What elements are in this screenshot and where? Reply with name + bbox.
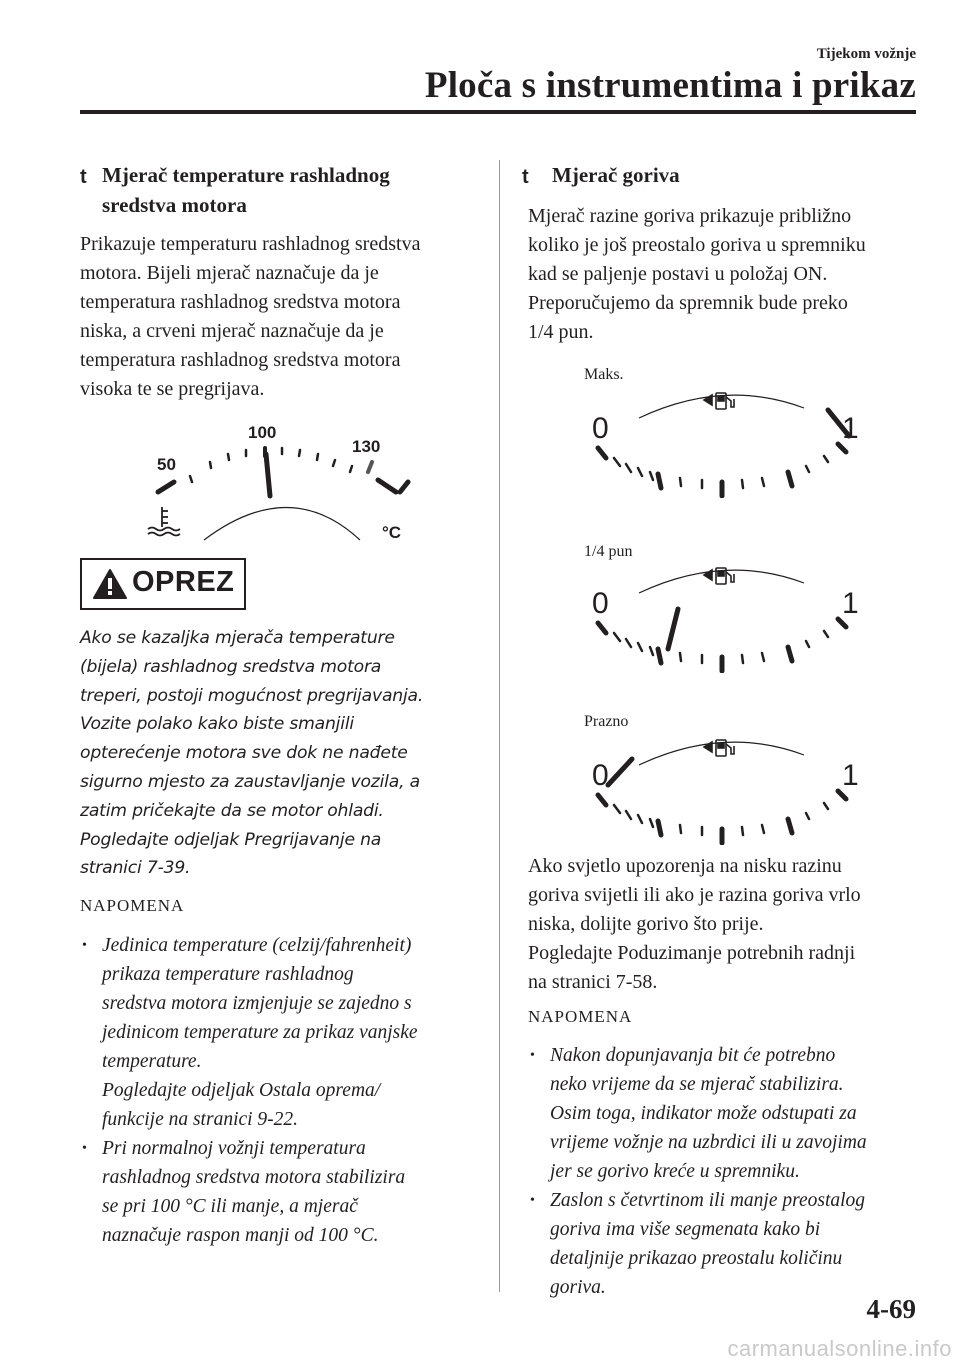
gauge-tick bbox=[658, 474, 661, 488]
note-list bbox=[80, 931, 480, 1250]
coolant-intro: Prikazuje temperaturu rashladnog sredstva motora. Bijeli mjerač naznačuje da je temperatura rashladnog sredstva motora niska, a crveni mjerač naznačuje da je temperatura rashladnog sredstva motora visoka te se pregrijava. bbox=[80, 233, 421, 400]
coolant-temperature-icon bbox=[148, 507, 180, 536]
gauge-tick bbox=[742, 480, 743, 488]
gauge-label-50: 50 bbox=[157, 455, 176, 474]
gauge-tick bbox=[650, 647, 653, 655]
gauge-tick bbox=[824, 631, 828, 637]
gauge-min-label: 0 bbox=[592, 412, 609, 445]
gauge-label-100: 100 bbox=[248, 423, 277, 442]
gauge-tick bbox=[626, 639, 631, 647]
gauge-tick bbox=[824, 803, 828, 809]
gauge-tick bbox=[598, 795, 606, 805]
section-bullet: t bbox=[522, 166, 529, 188]
fuel-warning-text: Ako svjetlo upozorenja na nisku razinu goriva svijetli ili ako je razina goriva vrlo niska, dolijte gorivo što prije. Pogledajte Poduzimanje potrebnih radnji na stranici 7-58. bbox=[528, 855, 861, 993]
gauge-tick bbox=[838, 619, 846, 627]
gauge-tick bbox=[638, 643, 642, 651]
note-list bbox=[528, 1041, 928, 1302]
gauge-max-label: 1 bbox=[842, 759, 859, 792]
gauge-tick bbox=[614, 633, 620, 641]
gauge-tick bbox=[788, 819, 792, 833]
watermark: carmanualsonline.info bbox=[727, 1336, 952, 1361]
gauge-tick bbox=[650, 472, 653, 480]
header-rule bbox=[80, 110, 916, 114]
list-item: • Zaslon s četvrtinom ili manje preostalog goriva ima više segmenata kako bi detaljnije prikazao preostalu količinu goriva. bbox=[528, 1186, 928, 1302]
gauge-tick bbox=[658, 821, 661, 835]
gauge-tick bbox=[742, 827, 743, 835]
chapter-title: Tijekom vožnje bbox=[816, 46, 916, 62]
fuel-gauge-max bbox=[584, 388, 874, 503]
list-item: • Jedinica temperature (celzij/fahrenheit) prikaza temperature rashladnog sredstva motora izmjenjuje se zajedno s jedinicom temperature za prikaz vanjske temperature. Pogledajte odjeljak Ostala oprema/ funkcije na stranici 9-22. bbox=[80, 931, 480, 1134]
column-divider bbox=[499, 160, 500, 1292]
warning-triangle-icon bbox=[92, 568, 128, 600]
gauge-tick bbox=[788, 647, 792, 661]
gauge-tick bbox=[806, 641, 809, 647]
gauge-tick bbox=[614, 458, 620, 466]
gauge-tick bbox=[838, 791, 846, 799]
note-heading: NAPOMENA bbox=[528, 1007, 633, 1026]
note-heading: NAPOMENA bbox=[80, 896, 185, 915]
gauge-max-label: 1 bbox=[842, 587, 859, 620]
gauge-tick bbox=[598, 448, 606, 458]
section-bullet: t bbox=[80, 166, 87, 188]
gauge-needle bbox=[608, 759, 632, 785]
gauge-tick bbox=[658, 649, 661, 663]
fuel-gauge-label-max: Maks. bbox=[584, 366, 624, 383]
gauge-tick bbox=[680, 825, 681, 833]
gauge-min-label: 0 bbox=[592, 587, 609, 620]
gauge-tick bbox=[614, 805, 620, 813]
list-item: • Pri normalnoj vožnji temperatura rashladnog sredstva motora stabilizira se pri 100 °C ili manje, a mjerač naznačuje raspon manji od 100 °C. bbox=[80, 1134, 480, 1250]
gauge-tick bbox=[638, 815, 642, 823]
gauge-tick bbox=[762, 653, 764, 661]
page-number: 4-69 bbox=[866, 1294, 916, 1324]
coolant-temperature-gauge bbox=[140, 410, 430, 550]
gauge-tick bbox=[638, 468, 642, 476]
gauge-tick bbox=[806, 466, 809, 472]
gauge-arc bbox=[204, 508, 360, 541]
gauge-needle bbox=[266, 454, 270, 496]
section-title: Ploča s instrumentima i prikaz bbox=[424, 65, 916, 106]
gauge-tick bbox=[762, 478, 764, 486]
fuel-gauge-label-empty: Prazno bbox=[584, 713, 629, 730]
gauge-tick bbox=[598, 623, 606, 633]
gauge-tick bbox=[824, 456, 828, 462]
caution-label: OPREZ bbox=[132, 566, 235, 598]
gauge-tick bbox=[762, 825, 764, 833]
gauge-tick bbox=[680, 653, 681, 661]
gauge-tick bbox=[626, 811, 631, 819]
gauge-tick bbox=[742, 655, 743, 663]
gauge-needle bbox=[668, 609, 678, 649]
list-item: • Nakon dopunjavanja bit će potrebno neko vrijeme da se mjerač stabilizira. Osim toga, indikator može odstupati za vrijeme vožnje na uzbrdici ili u zavojima jer se gorivo kreće u spremniku. bbox=[528, 1041, 928, 1186]
fuel-gauge-empty bbox=[584, 735, 874, 850]
caution-label-box bbox=[80, 558, 246, 610]
gauge-tick bbox=[626, 464, 631, 472]
gauge-max-label: 1 bbox=[842, 412, 859, 445]
coolant-heading: Mjerač temperature rashladnog sredstva motora bbox=[102, 163, 390, 217]
fuel-intro: Mjerač razine goriva prikazuje približno koliko je još preostalo goriva u spremniku kad se paljenje postavi u položaj ON. Preporučujemo da spremnik bude preko 1/4 pun. bbox=[528, 205, 866, 343]
gauge-tick bbox=[680, 478, 681, 486]
gauge-tick bbox=[806, 813, 809, 819]
fuel-gauge-quarter bbox=[584, 563, 874, 678]
gauge-label-130: 130 bbox=[352, 437, 381, 456]
fuel-heading: Mjerač goriva bbox=[552, 163, 680, 187]
gauge-unit: °C bbox=[382, 523, 402, 542]
gauge-tick bbox=[650, 819, 653, 827]
gauge-tick bbox=[788, 472, 792, 486]
gauge-min-label: 0 bbox=[592, 759, 609, 792]
gauge-tick bbox=[838, 444, 846, 452]
caution-text: Ako se kazaljka mjerača temperature (bijela) rashladnog sredstva motora treperi, postoji mogućnost pregrijavanja. Vozite polako kako biste smanjili opterećenje motora sve dok ne nađete sigurno mjesto za zaustavljanje vozila, a zatim pričekajte da se motor ohladi. Pogledajte odjeljak Pregrijavanje na stranici 7-39. bbox=[80, 628, 424, 879]
fuel-gauge-label-quarter: 1/4 pun bbox=[584, 543, 633, 560]
